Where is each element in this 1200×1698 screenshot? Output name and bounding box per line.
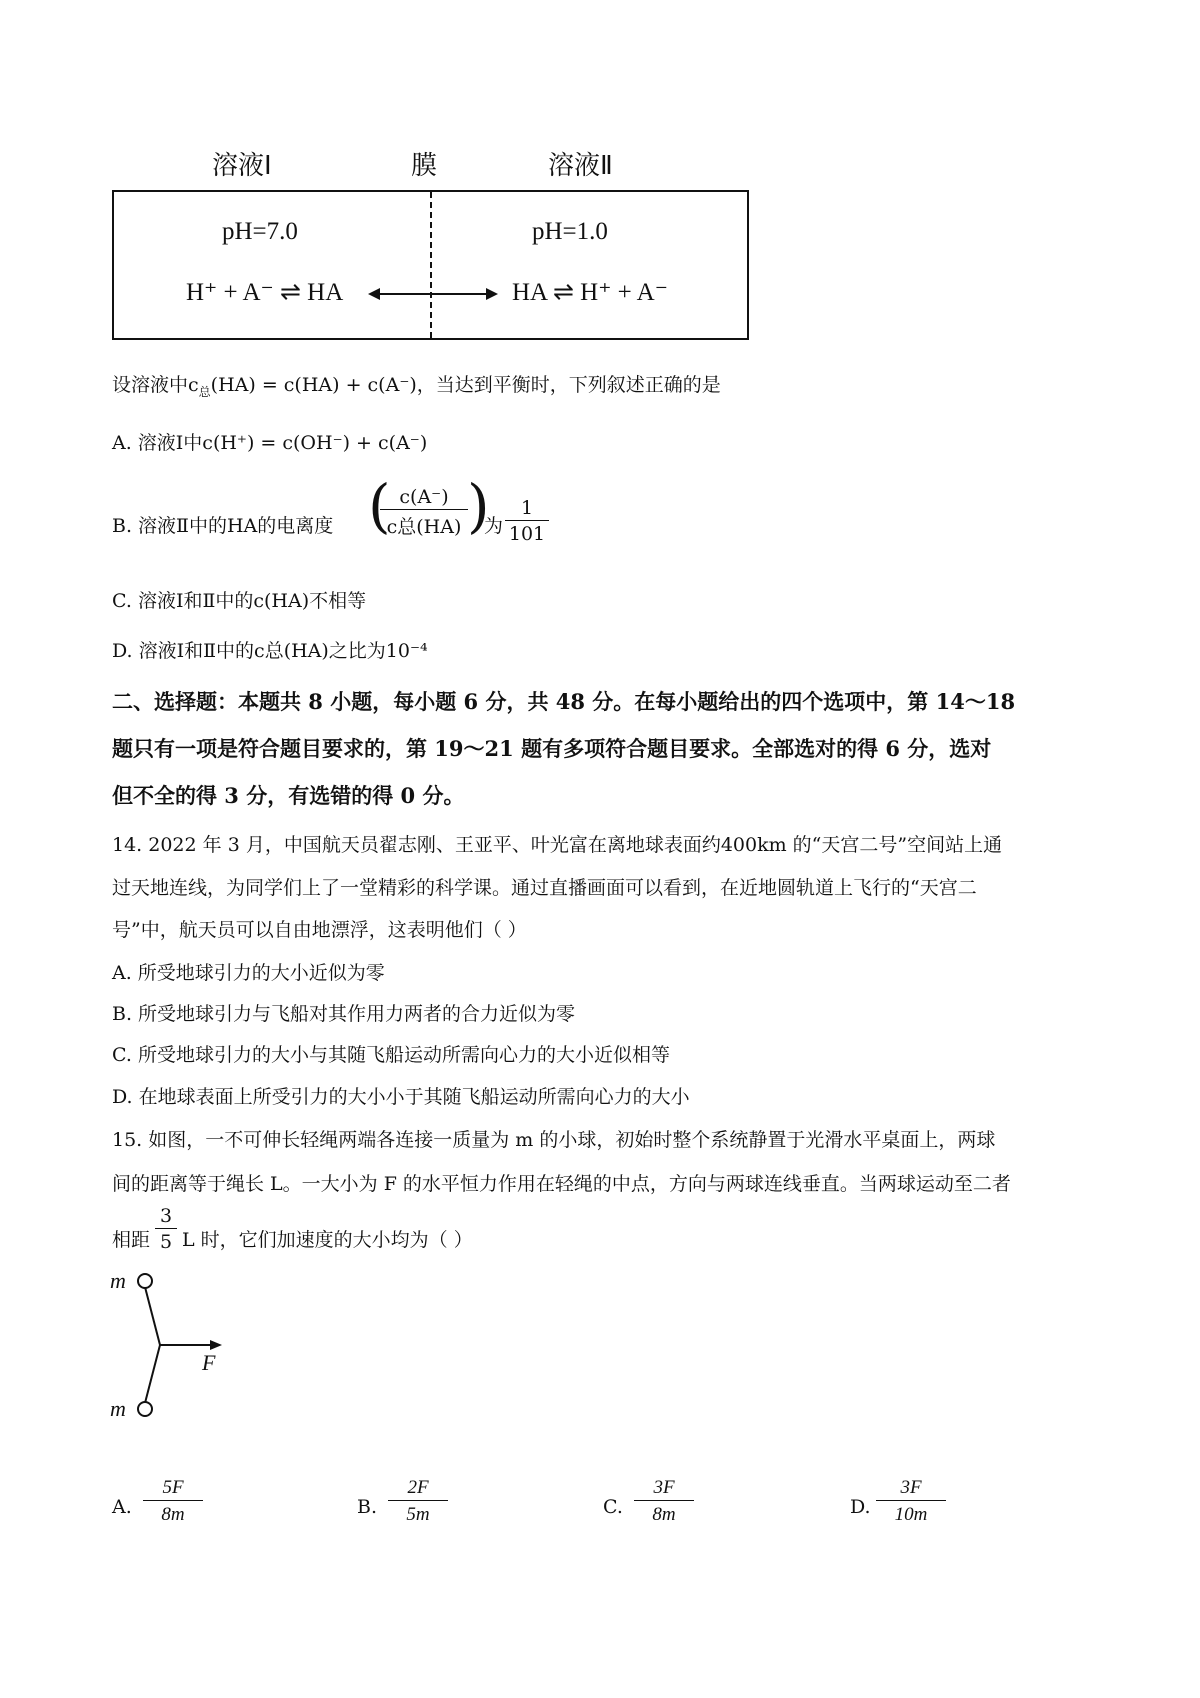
membrane-label: 膜: [411, 151, 438, 180]
q14-option-b: B. 所受地球引力与飞船对其作用力两者的合力近似为零: [112, 1003, 576, 1025]
right-paren: ): [467, 472, 490, 540]
section2-line2: 题只有一项是符合题目要求的，第 19～21 题有多项符合题目要求。全部选对的得 6 分，选对: [112, 736, 992, 761]
section2-line3: 但不全的得 3 分，有选错的得 0 分。: [112, 783, 465, 808]
q13-option-d: D. 溶液Ⅰ和Ⅱ中的c总(HA)之比为10⁻⁴: [112, 640, 428, 662]
q15-option-a-fraction: $\frac{5F}{8m}$: [143, 1476, 203, 1526]
ball-mass-top: m: [110, 1268, 126, 1293]
q14-option-c: C. 所受地球引力的大小与其随飞船运动所需向心力的大小近似相等: [112, 1044, 670, 1066]
double-arrow-icon: [368, 282, 498, 306]
q13-option-c: C. 溶液Ⅰ和Ⅱ中的c(HA)不相等: [112, 590, 367, 612]
q13-option-b-text: B. 溶液Ⅱ中的HA的电离度: [112, 515, 334, 537]
q13-option-b-value: $\frac{1}{101}$: [505, 497, 549, 545]
q14-line1: 14. 2022 年 3 月，中国航天员翟志刚、王亚平、叶光富在离地球表面约400km 的“天宫二号”空间站上通: [112, 834, 1003, 856]
q15-option-a-label: A.: [112, 1496, 132, 1518]
q15-option-d-fraction: $\frac{3F}{10m}$: [876, 1476, 946, 1526]
q15-line2: 间的距离等于绳长 L。一大小为 F 的水平恒力作用在轻绳的中点，方向与两球连线垂直。当两球运动至二者: [112, 1173, 1011, 1195]
left-paren: (: [368, 472, 391, 540]
solution2-label: 溶液Ⅱ: [548, 151, 613, 180]
q13-option-b-mid: 为: [484, 515, 504, 537]
ionization-fraction: c(A⁻) c总(HA): [380, 486, 468, 539]
q15-option-c-label: C.: [603, 1496, 623, 1518]
membrane-line: [430, 192, 432, 338]
ph-right: pH=1.0: [532, 218, 608, 245]
q15-line3-suffix: L 时，它们加速度的大小均为（ ）: [182, 1229, 473, 1251]
equilibrium-left: H⁺ + A⁻ ⇌ HA: [186, 279, 344, 306]
ball-mass-bottom: m: [110, 1396, 126, 1421]
q15-distance-fraction: $\frac{3}{5}$: [155, 1205, 177, 1253]
solution1-label: 溶液Ⅰ: [212, 151, 272, 180]
force-label: F: [202, 1350, 216, 1375]
q14-line2: 过天地连线，为同学们上了一堂精彩的科学课。通过直播画面可以看到，在近地圆轨道上飞行的“天宫二: [112, 877, 977, 899]
q14-option-d: D. 在地球表面上所受引力的大小小于其随飞船运动所需向心力的大小: [112, 1086, 690, 1108]
ph-left: pH=7.0: [222, 218, 298, 245]
q15-option-d-label: D.: [850, 1496, 871, 1518]
q15-line1: 15. 如图，一不可伸长轻绳两端各连接一质量为 m 的小球，初始时整个系统静置于光滑水平桌面上，两球: [112, 1129, 996, 1151]
q15-line3-prefix: 相距: [112, 1229, 151, 1251]
q15-option-c-fraction: $\frac{3F}{8m}$: [634, 1476, 694, 1526]
q13-option-a: A. 溶液Ⅰ中c(H⁺) = c(OH⁻) + c(A⁻): [112, 432, 428, 454]
q13-stem: 设溶液中$c_总(HA) = c(HA) + c(A^-)$，当达到平衡时，下列叙述正确的是: [112, 374, 721, 399]
q15-option-b-label: B.: [357, 1496, 378, 1518]
q15-option-b-fraction: $\frac{2F}{5m}$: [388, 1476, 448, 1526]
equilibrium-right: HA ⇌ H⁺ + A⁻: [512, 279, 668, 306]
section2-line1: 二、选择题：本题共 8 小题，每小题 6 分，共 48 分。在每小题给出的四个选项中，第 14～18: [112, 689, 1016, 714]
q14-option-a: A. 所受地球引力的大小近似为零: [112, 962, 385, 984]
q14-line3: 号”中，航天员可以自由地漂浮，这表明他们（ ）: [112, 919, 527, 941]
